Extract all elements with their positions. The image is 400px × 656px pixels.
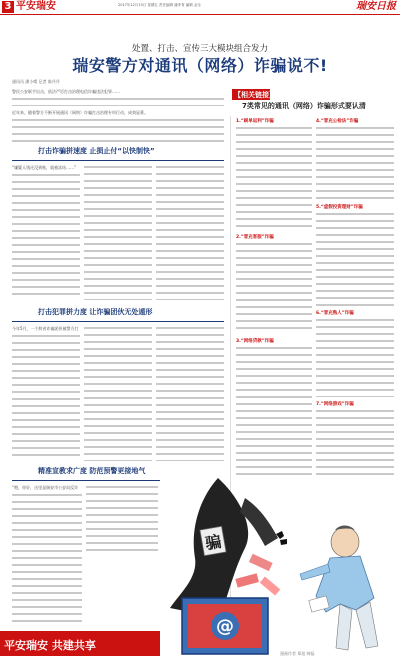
victim-legs — [336, 602, 378, 650]
section-number: 3 — [2, 1, 14, 13]
lead-text-block — [12, 96, 224, 106]
byline: 通讯员 潘小晴 记者 陈丹丹 — [12, 79, 60, 84]
sidebar-text — [236, 241, 312, 334]
lead-text-block-2 — [12, 117, 224, 145]
section-1-col-1 — [12, 172, 80, 300]
lead-paragraph-2: 近年来，随着警方不断开展通讯（网络）诈骗打击治理专项行动，成效显著。 — [12, 110, 148, 115]
footer-banner — [0, 631, 160, 656]
fraud-sign-text: 骗 — [203, 531, 223, 554]
footer-slogan: 平安瑞安 共建共享 — [4, 639, 96, 652]
section-2-heading: 打击犯罪拼力度 让诈骗团伙无处遁形 — [38, 308, 153, 316]
section-1-col-2 — [84, 164, 152, 300]
victim-head — [331, 527, 359, 557]
section-2-body: 今年5月，一个跨省诈骗团伙被警方打 — [12, 326, 79, 331]
section-2-col-1 — [12, 333, 80, 461]
section-name: 平安瑞安 — [16, 1, 56, 12]
section-2-rule — [12, 321, 224, 322]
banknote — [249, 554, 273, 571]
section-1-rule — [12, 160, 224, 161]
lead-paragraph-1: 警民公安联手出击，依法严厉打击治理电信诈骗违法犯罪…… — [12, 89, 120, 94]
issue-meta: 2017年12月15日 星期五 责任编辑 潘孝青 编辑 金全 — [118, 3, 201, 7]
sidebar-text — [316, 125, 394, 200]
kicker: 处置、打击、宣传三大模块组合发力 — [131, 44, 268, 54]
headline: 瑞安警方对通讯（网络）诈骗说不! — [72, 56, 328, 75]
section-3-rule — [12, 480, 160, 481]
sidebar-text — [316, 211, 394, 306]
sidebar-item-label: 5.“虚假投资理财”诈骗 — [316, 205, 363, 210]
section-1-body: “嫌疑人钱还没到账，就被冻结……” — [12, 165, 77, 170]
sidebar-text — [236, 125, 312, 230]
sidebar-text — [236, 345, 312, 475]
section-3-col-2 — [86, 484, 158, 554]
sidebar-item-label: 3.“网络贷款”诈骗 — [236, 339, 274, 344]
at-sign-text: @ — [216, 616, 234, 637]
sidebar-item-label: 6.“冒充熟人”诈骗 — [316, 311, 354, 316]
related-tag: 【相关链接】 — [234, 91, 276, 99]
section-2-col-2 — [84, 325, 152, 461]
sidebar-text — [316, 408, 394, 478]
anti-fraud-illustration — [160, 478, 382, 656]
sidebar-title: 7类常见的通讯（网络）诈骗形式要认清 — [242, 102, 366, 110]
banknote — [260, 577, 280, 596]
section-3-body: “喂，你好，这里是瑞安市公安局反诈 — [12, 485, 79, 490]
sidebar-item-label: 1.“刷单返利”诈骗 — [236, 119, 274, 124]
section-3-col-1 — [12, 492, 82, 626]
sidebar-item-label: 4.“冒充公检法”诈骗 — [316, 119, 359, 124]
section-2-col-3 — [156, 325, 224, 461]
banknote — [235, 573, 259, 587]
sidebar-item-label: 2.“冒充客服”诈骗 — [236, 235, 274, 240]
masthead: 瑞安日报 — [356, 1, 396, 12]
section-1-heading: 打击诈骗拼速度 止损止付“以快制快” — [38, 147, 155, 155]
sidebar-item-label: 7.“网络游戏”诈骗 — [316, 402, 354, 407]
section-1-col-3 — [156, 164, 224, 300]
sidebar-text — [316, 317, 394, 397]
illustration-credit: 漫画作者 郑旭 韩磊 — [280, 651, 315, 656]
section-3-heading: 精准宣教求广度 防范预警更接地气 — [38, 467, 146, 475]
page-header — [0, 0, 400, 15]
